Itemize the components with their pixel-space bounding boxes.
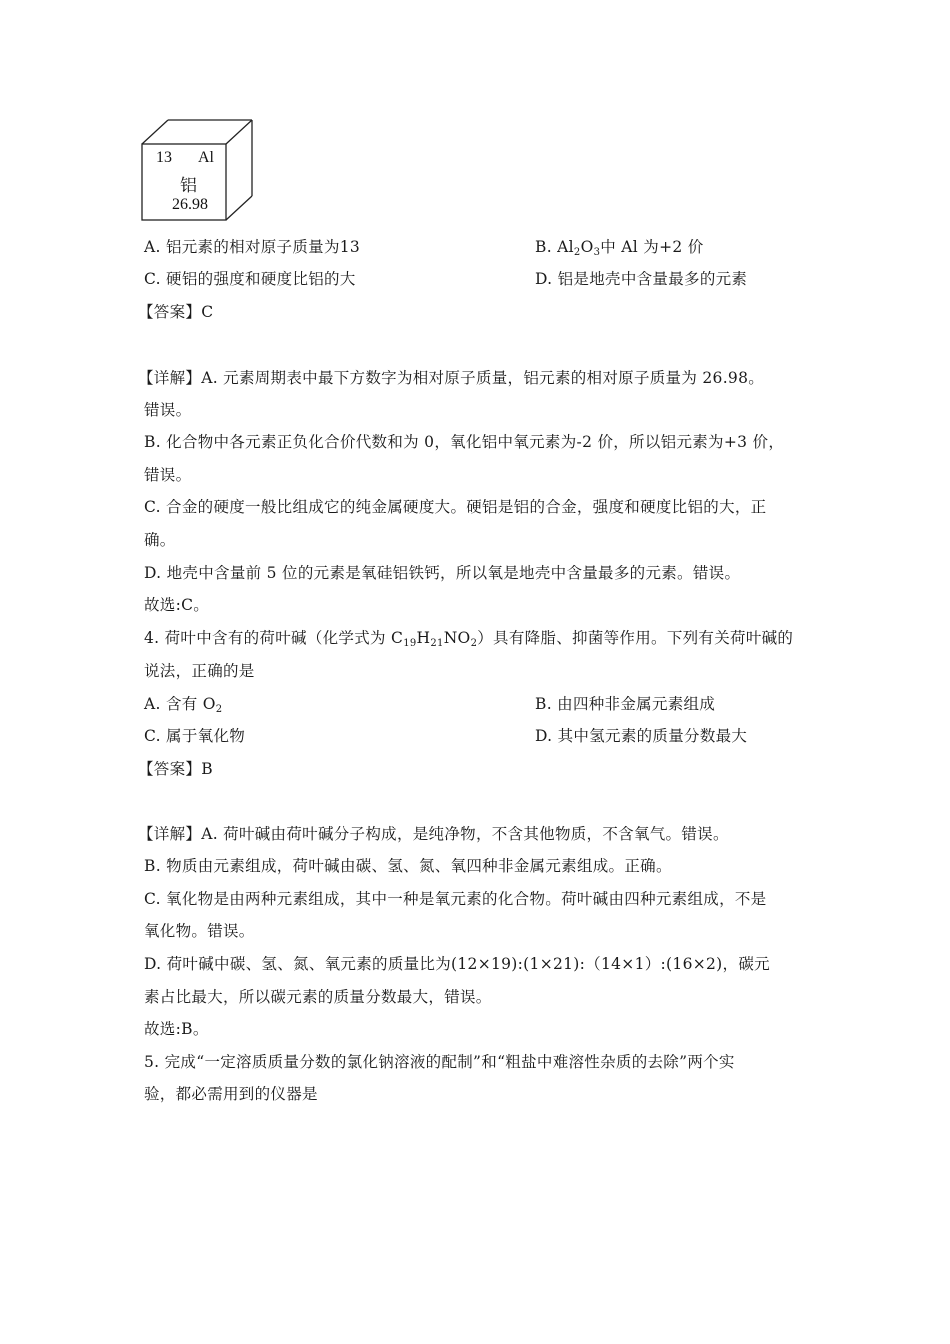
q3-explanation-line: 确。 — [144, 531, 176, 549]
q5-stem-line: 5. 完成“一定溶质质量分数的氯化钠溶液的配制”和“粗盐中难溶性杂质的去除”两个实 — [144, 1053, 735, 1071]
q4-option-a-text: A. 含有 O — [144, 695, 216, 713]
subscript: 2 — [215, 704, 223, 715]
q4-stem — [144, 628, 793, 648]
q3-option-a: A. 铝元素的相对原子质量为13 — [144, 238, 361, 256]
q3-option-d: D. 铝是地壳中含量最多的元素 — [535, 270, 748, 288]
q4-explanation-line: 素占比最大，所以碳元素的质量分数最大，错误。 — [144, 988, 492, 1006]
q3-explanation-line: C. 合金的硬度一般比组成它的纯金属硬度大。硬铝是铝的合金，强度和硬度比铝的大，正 — [144, 498, 767, 516]
subscript: 3 — [593, 247, 601, 258]
q4-answer: 【答案】B — [138, 760, 213, 778]
q4-explanation-line: D. 荷叶碱中碳、氢、氮、氧元素的质量比为(12×19):(1×21):（14×1）:(16×2)，碳元 — [144, 955, 770, 973]
q3-explanation-line: 【详解】A. 元素周期表中最下方数字为相对原子质量，铝元素的相对原子质量为 26.98。 — [138, 369, 765, 387]
q4-stem-text: 4. 荷叶中含有的荷叶碱（化学式为 C — [144, 629, 404, 647]
subscript: 2 — [470, 638, 478, 649]
q3-explanation-line: 故选:C。 — [144, 596, 210, 614]
subscript: 19 — [403, 638, 417, 649]
q4-explanation-line: 氧化物。错误。 — [144, 922, 255, 940]
q4-option-a — [144, 694, 222, 714]
atomic-number: 13 — [156, 149, 172, 166]
q4-option-b: B. 由四种非金属元素组成 — [535, 695, 716, 713]
q3-answer: 【答案】C — [138, 303, 214, 321]
q3-option-b-text: O — [580, 238, 594, 256]
q3-option-c: C. 硬铝的强度和硬度比铝的大 — [144, 270, 356, 288]
q4-stem-text: ）具有降脂、抑菌等作用。下列有关荷叶碱的 — [477, 629, 794, 647]
q3-explanation-line: 错误。 — [144, 401, 192, 419]
q4-stem-line-2: 说法，正确的是 — [144, 662, 255, 680]
q4-option-d: D. 其中氢元素的质量分数最大 — [535, 727, 748, 745]
q3-option-b-text: 中 Al 为+2 价 — [600, 238, 704, 256]
q4-explanation-line: 【详解】A. 荷叶碱由荷叶碱分子构成，是纯净物，不含其他物质，不含氧气。错误。 — [138, 825, 729, 843]
subscript: 2 — [573, 247, 581, 258]
q4-option-c: C. 属于氧化物 — [144, 727, 246, 745]
q4-stem-text: NO — [443, 629, 471, 647]
element-symbol: Al — [198, 149, 214, 166]
q3-explanation-line: 错误。 — [144, 466, 192, 484]
q5-stem-line: 验，都必需用到的仪器是 — [144, 1085, 318, 1103]
q3-option-b-text: B. Al — [535, 238, 574, 256]
atomic-mass: 26.98 — [172, 196, 208, 213]
q4-explanation-line: B. 物质由元素组成，荷叶碱由碳、氢、氮、氧四种非金属元素组成。正确。 — [144, 857, 672, 875]
subscript: 21 — [430, 638, 444, 649]
element-name: 铝 — [180, 176, 197, 195]
q3-explanation-line: B. 化合物中各元素正负化合价代数和为 0，氧化铝中氧元素为-2 价，所以铝元素为+3 价， — [144, 433, 785, 451]
periodic-element-card — [140, 118, 254, 222]
q4-explanation-line: C. 氧化物是由两种元素组成，其中一种是氧元素的化合物。荷叶碱由四种元素组成，不是 — [144, 890, 767, 908]
q3-option-b — [535, 237, 704, 257]
q4-explanation-line: 故选:B。 — [144, 1020, 209, 1038]
q3-explanation-line: D. 地壳中含量前 5 位的元素是氧硅铝铁钙，所以氧是地壳中含量最多的元素。错误。 — [144, 564, 741, 582]
q4-stem-text: H — [416, 629, 431, 647]
